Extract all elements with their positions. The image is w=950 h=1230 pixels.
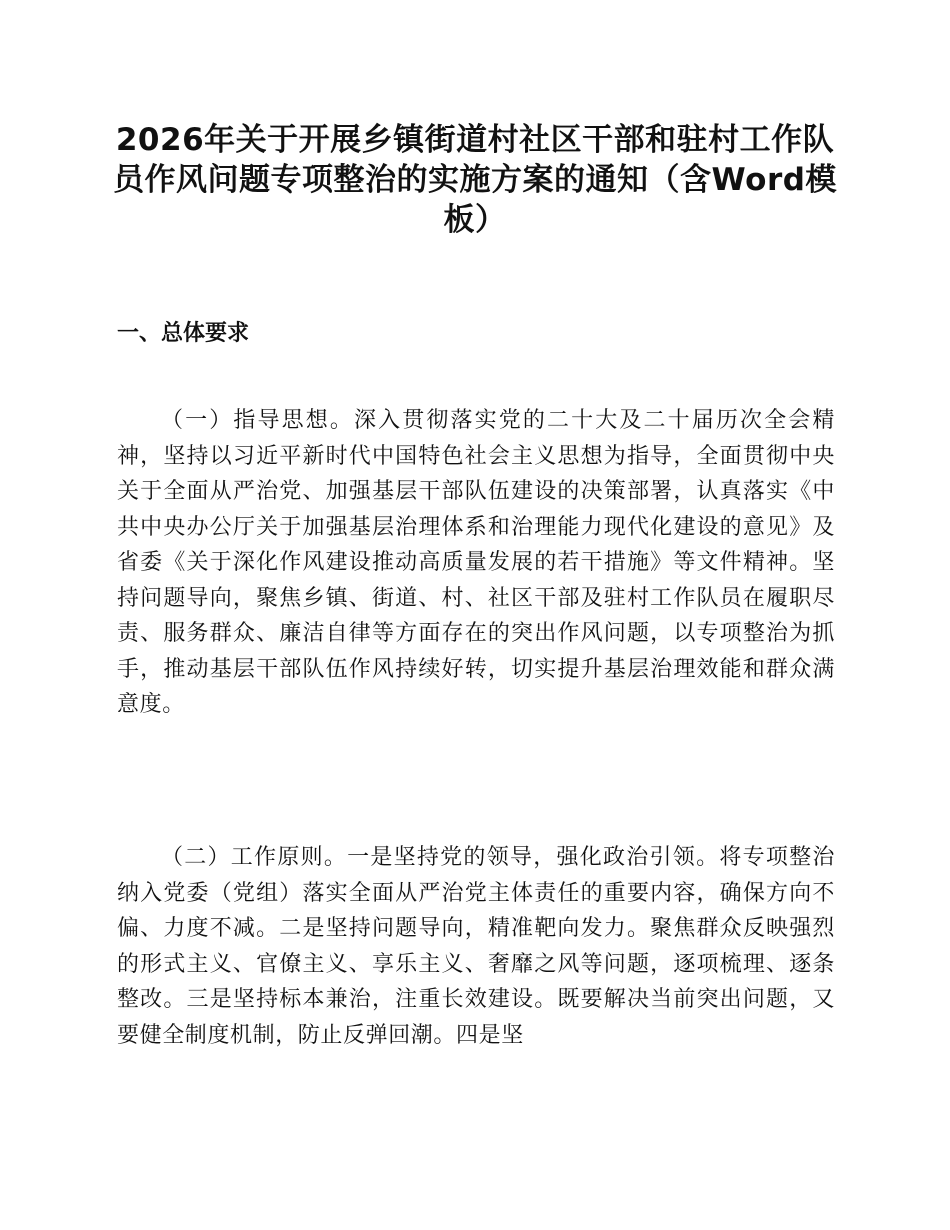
paragraph-guiding-ideology: （一）指导思想。深入贯彻落实党的二十大及二十届历次全会精神，坚持以习近平新时代中国特色社会主义思想为指导，全面贯彻中央关于全面从严治党、加强基层干部队伍建设的决策部署，认真落实《中共中央办公厅关于加强基层治理体系和治理能力现代化建设的意见》及省委《关于深化作风建设推动高质量发展的若干措施》等文件精神。坚持问题导向，聚焦乡镇、街道、村、社区干部及驻村工作队员在履职尽责、服务群众、廉洁自律等方面存在的突出作风问题，以专项整治为抓手，推动基层干部队伍作风持续好转，切实提升基层治理效能和群众满意度。: [117, 408, 835, 717]
paragraph-work-principles: （二）工作原则。一是坚持党的领导，强化政治引领。将专项整治纳入党委（党组）落实全面从严治党主体责任的重要内容，确保方向不偏、力度不减。二是坚持问题导向，精准靶向发力。聚焦群众反映强烈的形式主义、官僚主义、享乐主义、奢靡之风等问题，逐项梳理、逐条整改。三是坚持标本兼治，注重长效建设。既要解决当前突出问题，又要健全制度机制，防止反弹回潮。四是坚: [117, 845, 835, 1048]
document-title: 2026年关于开展乡镇街道村社区干部和驻村工作队员作风问题专项整治的实施方案的通知（含Word模板）: [113, 122, 837, 238]
section-heading-general-requirements: 一、总体要求: [117, 321, 250, 346]
